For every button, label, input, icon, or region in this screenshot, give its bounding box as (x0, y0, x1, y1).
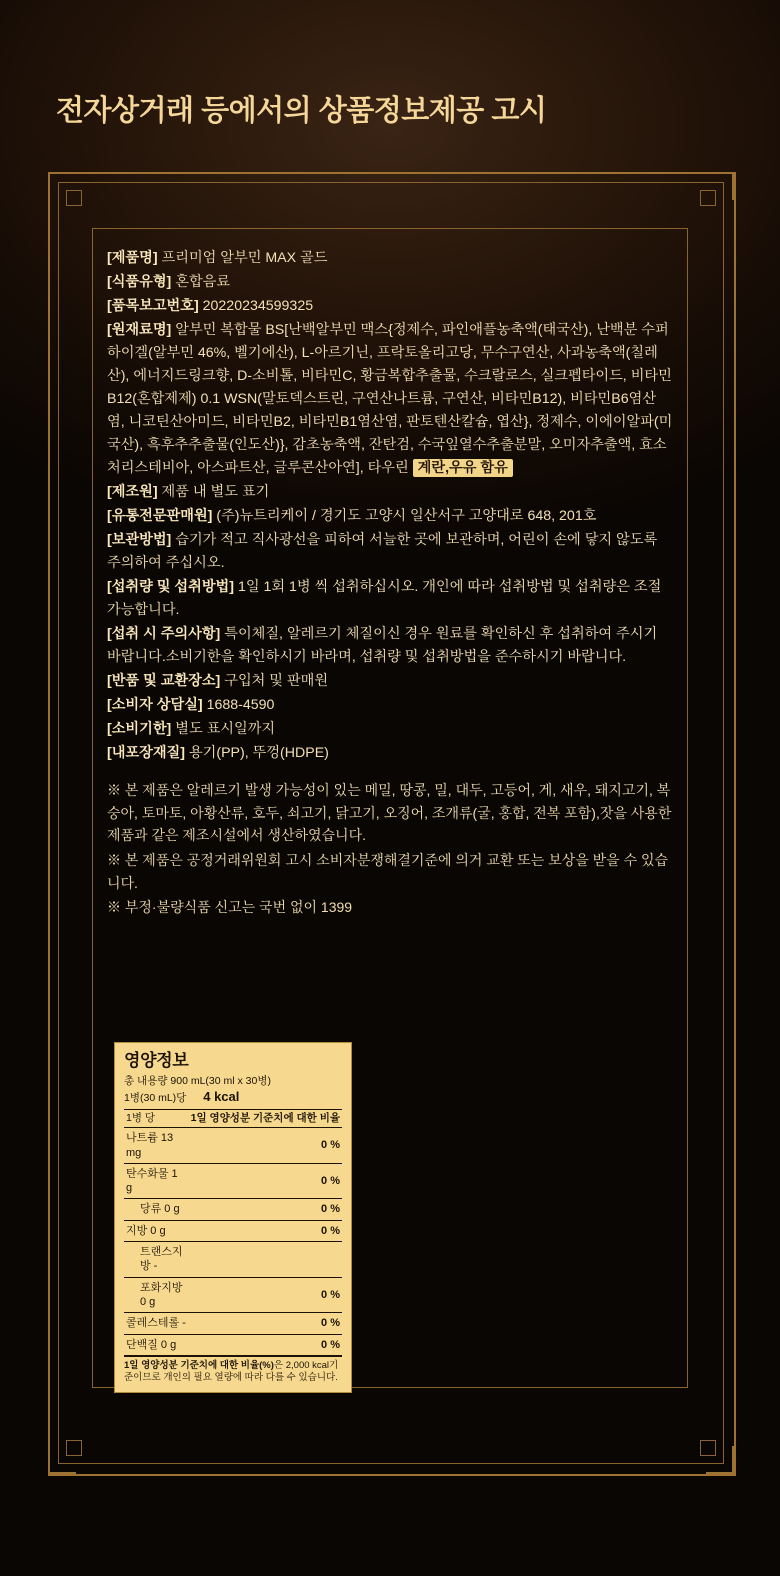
nutrient-value: 0 % (189, 1334, 342, 1355)
info-row-report-number (107, 295, 673, 318)
corner-ornament-inner-bottom-left (66, 1440, 82, 1456)
table-row (124, 1334, 342, 1355)
nutrient-name: 탄수화물 1 g (124, 1163, 189, 1199)
info-value: 별도 표시일까지 (175, 721, 276, 737)
corner-ornament-inner-top-left (66, 190, 82, 206)
info-label: [제조원] (107, 484, 158, 500)
info-label: [품목보고번호] (107, 298, 199, 314)
nutrition-footnote-bold: 1일 영양성분 기준치에 대한 비율(%) (124, 1359, 274, 1371)
info-value: 습기가 적고 직사광선을 피하여 서늘한 곳에 보관하며, 어린이 손에 닿지 않도록 주의하여 주십시오. (107, 532, 658, 571)
nutrition-title: 영양정보 (124, 1051, 189, 1070)
info-value: 20220234599325 (202, 298, 314, 314)
nutrition-footnote (124, 1355, 342, 1384)
allergen-badge: 계란,우유 함유 (413, 459, 513, 477)
info-label: [소비기한] (107, 721, 172, 737)
corner-ornament-inner-top-right (700, 190, 716, 206)
info-row-ingredients (107, 319, 673, 480)
footnote-report: ※ 부정·불량식품 신고는 국번 없이 1399 (107, 899, 353, 916)
table-row (124, 1199, 342, 1220)
nutrition-serving-line (124, 1089, 342, 1106)
nutrition-col-left: 1병 당 (124, 1109, 189, 1128)
info-label: [보관방법] (107, 532, 172, 548)
info-value: 구입처 및 판매원 (224, 673, 329, 689)
nutrient-value: 0 % (189, 1163, 342, 1199)
info-value: 알부민 복합물 BS[난백알부민 맥스{정제수, 파인애플농축액(태국산), 난백분 수퍼하이겔(알부민 46%, 벨기에산), L-아르기닌, 프락토올리고당, 무수구연산, 사과농축액(칠레산), 에너지드링크향, D-소비톨, 비타민C, 황금복합추출물, 수크랄로스, 실크펩타이드, 비타민B12(혼합제제) 0.1 WSN(말토덱스트린, 구연산나트륨, 구연산, 비타민B12), 비타민B6염산염, 니코틴산아미드, 비타민B2, 비타민B1염산염, 판토텐산칼슘, 엽산}, 정제수, 이에이알파(미국산), 흑후추추출물(인도산)}, 감초농축액, 잔탄검, 수국잎열수추출분말, 오미자추출액, 효소처리스테비아, 아스파트산, 글루콘산아연], 타우린 (107, 322, 673, 476)
nutrition-footnote-rest: 은 2,000 kcal기준이므로 개인의 필요 열량에 따라 다를 수 있습니다. (124, 1359, 339, 1383)
info-row-storage (107, 529, 673, 575)
table-row (124, 1277, 342, 1313)
info-value: 1688-4590 (206, 697, 275, 713)
table-row (124, 1313, 342, 1334)
info-row-manufacturer (107, 481, 673, 504)
info-row-expiry (107, 718, 673, 741)
nutrient-value: 0 % (189, 1220, 342, 1241)
product-info-list (107, 247, 673, 765)
info-label: [제품명] (107, 250, 158, 266)
nutrition-serving-label: 1병(30 mL)당 (124, 1091, 187, 1104)
table-row (124, 1128, 342, 1164)
info-label: [식품유형] (107, 274, 172, 290)
nutrient-value: 0 % (189, 1277, 342, 1313)
page-title: 전자상거래 등에서의 상품정보제공 고시 (56, 95, 547, 127)
nutrition-total-volume: 총 내용량 900 mL(30 ml x 30병) (124, 1075, 272, 1088)
info-label: [유통전문판매원] (107, 508, 213, 524)
nutrient-value: 0 % (189, 1313, 342, 1334)
nutrient-name: 단백질 0 g (124, 1334, 189, 1355)
info-row-intake (107, 576, 673, 622)
info-row-product-name (107, 247, 673, 270)
nutrient-name: 콜레스테롤 - (124, 1313, 189, 1334)
nutrition-facts-panel (114, 1042, 352, 1393)
info-label: [소비자 상담실] (107, 697, 203, 713)
info-value: (주)뉴트리케이 / 경기도 고양시 일산서구 고양대로 648, 201호 (216, 508, 597, 524)
info-label: [섭취 시 주의사항] (107, 626, 221, 642)
nutrition-table-header (124, 1109, 342, 1128)
footnote-allergy: ※ 본 제품은 알레르기 발생 가능성이 있는 메밀, 땅콩, 밀, 대두, 고등어, 게, 새우, 돼지고기, 복숭아, 토마토, 아황산류, 호두, 쇠고기, 닭고기, 오징어, 조개류(굴, 홍합, 전복 포함),잣을 사용한 제품과 같은 제조시설에서 생산하였습니다. (107, 782, 672, 844)
info-value: 혼합음료 (175, 274, 231, 290)
nutrient-name: 지방 0 g (124, 1220, 189, 1241)
table-row (124, 1242, 342, 1278)
info-label: [반품 및 교환장소] (107, 673, 221, 689)
info-value: 제품 내 별도 표기 (161, 484, 270, 500)
info-value: 프리미엄 알부민 MAX 골드 (161, 250, 328, 266)
nutrient-name: 나트륨 13 mg (124, 1128, 189, 1164)
table-row (124, 1163, 342, 1199)
info-row-packaging (107, 742, 673, 765)
info-row-customer-service (107, 694, 673, 717)
info-value: 1일 1회 1병 씩 섭취하십시오. 개인에 따라 섭취방법 및 섭취량은 조절 가능합니다. (107, 579, 662, 618)
table-row (124, 1220, 342, 1241)
info-row-distributor (107, 505, 673, 528)
nutrient-name: 트랜스지방 - (124, 1242, 189, 1278)
info-label: [원재료명] (107, 322, 172, 338)
info-row-caution (107, 623, 673, 669)
info-value: 용기(PP), 뚜껑(HDPE) (188, 745, 329, 761)
nutrient-value: 0 % (189, 1128, 342, 1164)
nutrition-table (124, 1109, 342, 1355)
nutrient-value (189, 1242, 342, 1278)
nutrient-name: 포화지방 0 g (124, 1277, 189, 1313)
nutrition-col-right: 1일 영양성분 기준치에 대한 비율 (189, 1109, 342, 1128)
footnotes (107, 779, 673, 919)
info-value: 특이체질, 알레르기 체질이신 경우 원료를 확인하신 후 섭취하여 주시기 바랍니다.소비기한을 확인하시기 바라며, 섭취량 및 섭취방법을 준수하시기 바랍니다. (107, 626, 658, 665)
nutrient-name: 당류 0 g (124, 1199, 189, 1220)
info-label: [섭취량 및 섭취방법] (107, 579, 234, 595)
info-label: [내포장재질] (107, 745, 185, 761)
info-row-return-exchange (107, 670, 673, 693)
corner-ornament-inner-bottom-right (700, 1440, 716, 1456)
info-row-food-type (107, 271, 673, 294)
nutrient-value: 0 % (189, 1199, 342, 1220)
footnote-dispute: ※ 본 제품은 공정거래위원회 고시 소비자분쟁해결기준에 의거 교환 또는 보상을 받을 수 있습니다. (107, 852, 669, 891)
nutrition-serving-kcal: 4 kcal (203, 1088, 240, 1104)
